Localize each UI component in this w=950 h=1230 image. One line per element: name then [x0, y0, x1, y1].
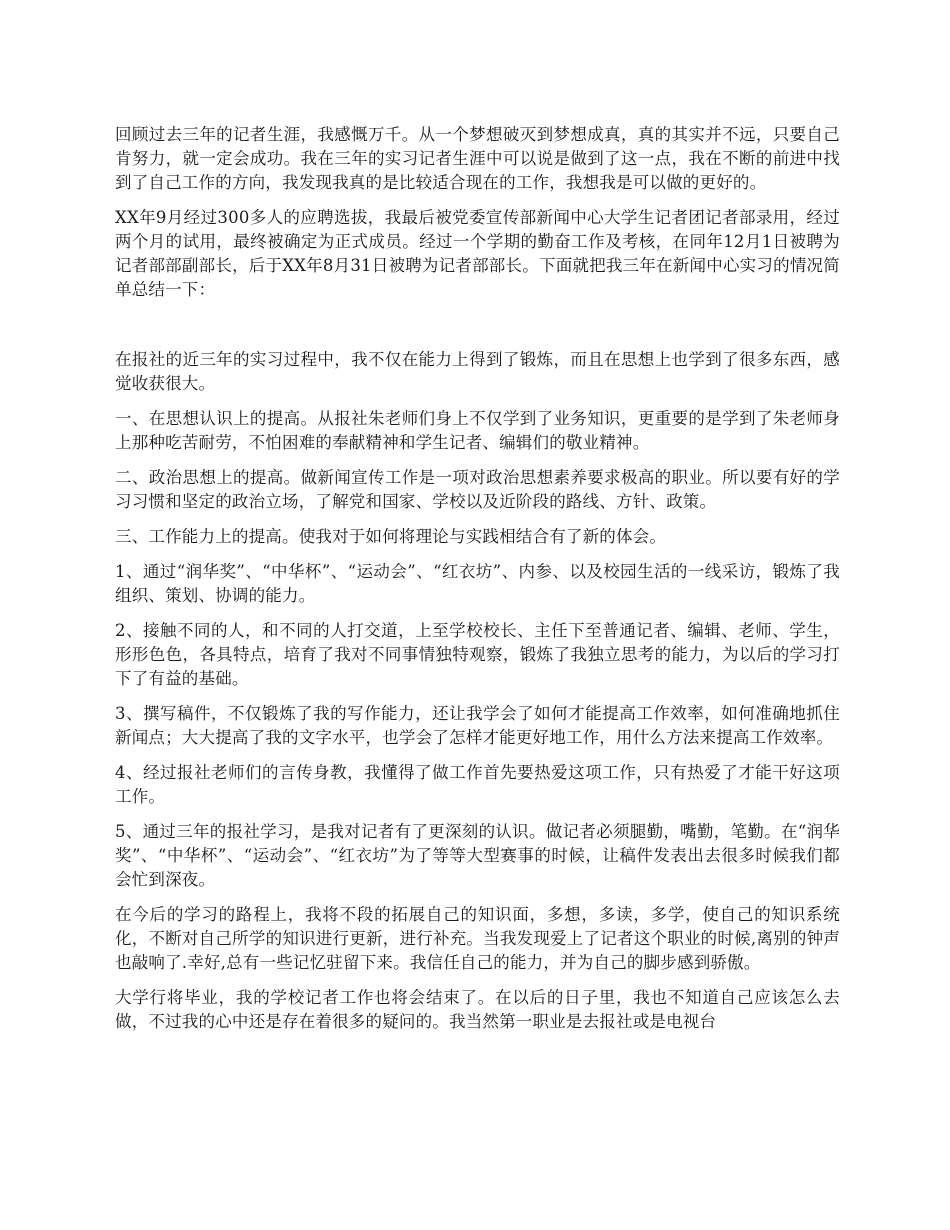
paragraph: 回顾过去三年的记者生涯，我感慨万千。从一个梦想破灭到梦想成真，真的其实并不远，只要自己肯努力，就一定会成功。我在三年的实习记者生涯中可以说是做到了这一点，我在不断的前进中找到了自己工作的方向，我发现我真的是比较适合现在的工作，我想我是可以做的更好的。	[115, 125, 840, 192]
paragraph: 4、经过报社老师们的言传身教，我懂得了做工作首先要热爱这项工作，只有热爱了才能干好这项工作。	[115, 763, 840, 806]
paragraph: 5、通过三年的报社学习，是我对记者有了更深刻的认识。做记者必须腿勤，嘴勤，笔勤。在“润华奖”、“中华杯”、“运动会”、“红衣坊”为了等等大型赛事的时候，让稿件发表出去很多时候我们都会忙到深夜。	[115, 822, 840, 889]
paragraph: 三、工作能力上的提高。使我对于如何将理论与实践相结合有了新的体会。	[115, 527, 667, 546]
paragraph: 3、撰写稿件，不仅锻炼了我的写作能力，还让我学会了如何才能提高工作效率，如何准确地抓住新闻点；大大提高了我的文字水平，也学会了怎样才能更好地工作，用什么方法来提高工作效率。	[115, 704, 840, 747]
document-body	[115, 123, 840, 1045]
paragraph-spacer	[115, 313, 840, 348]
paragraph: 大学行将毕业，我的学校记者工作也将会结束了。在以后的日子里，我也不知道自己应该怎么去做，不过我的心中还是存在着很多的疑问的。我当然第一职业是去报社或是电视台	[115, 988, 840, 1031]
paragraph: XX年9月经过300多人的应聘选拔，我最后被党委宣传部新闻中心大学生记者团记者部录用，经过两个月的试用，最终被确定为正式成员。经过一个学期的勤奋工作及考核，在同年12月1日被聘为记者部部副部长，后于XX年8月31日被聘为记者部部长。下面就把我三年在新闻中心实习的情况简单总结一下：	[115, 208, 840, 299]
paragraph: 在今后的学习的路程上，我将不段的拓展自己的知识面，多想，多读，多学，使自己的知识系统化，不断对自己所学的知识进行更新，进行补充。当我发现爱上了记者这个职业的时候,离别的钟声也敲响了.幸好,总有一些记忆驻留下来。我信任自己的能力，并为自己的脚步感到骄傲。	[115, 905, 840, 972]
paragraph: 一、在思想认识上的提高。从报社朱老师们身上不仅学到了业务知识，更重要的是学到了朱老师身上那种吃苦耐劳，不怕困难的奉献精神和学生记者、编辑们的敬业精神。	[115, 409, 840, 452]
paragraph: 1、通过“润华奖”、“中华杯”、“运动会”、“红衣坊”、内参、以及校园生活的一线采访，锻炼了我组织、策划、协调的能力。	[115, 562, 840, 605]
paragraph: 在报社的近三年的实习过程中，我不仅在能力上得到了锻炼，而且在思想上也学到了很多东西，感觉收获很大。	[115, 350, 840, 393]
paragraph: 2、接触不同的人，和不同的人打交道，上至学校校长、主任下至普通记者、编辑、老师、学生，形形色色，各具特点，培育了我对不同事情独特观察，锻炼了我独立思考的能力，为以后的学习打下了有益的基础。	[115, 621, 840, 688]
paragraph: 二、政治思想上的提高。做新闻宣传工作是一项对政治思想素养要求极高的职业。所以要有好的学习习惯和坚定的政治立场，了解党和国家、学校以及近阶段的路线、方针、政策。	[115, 468, 840, 511]
